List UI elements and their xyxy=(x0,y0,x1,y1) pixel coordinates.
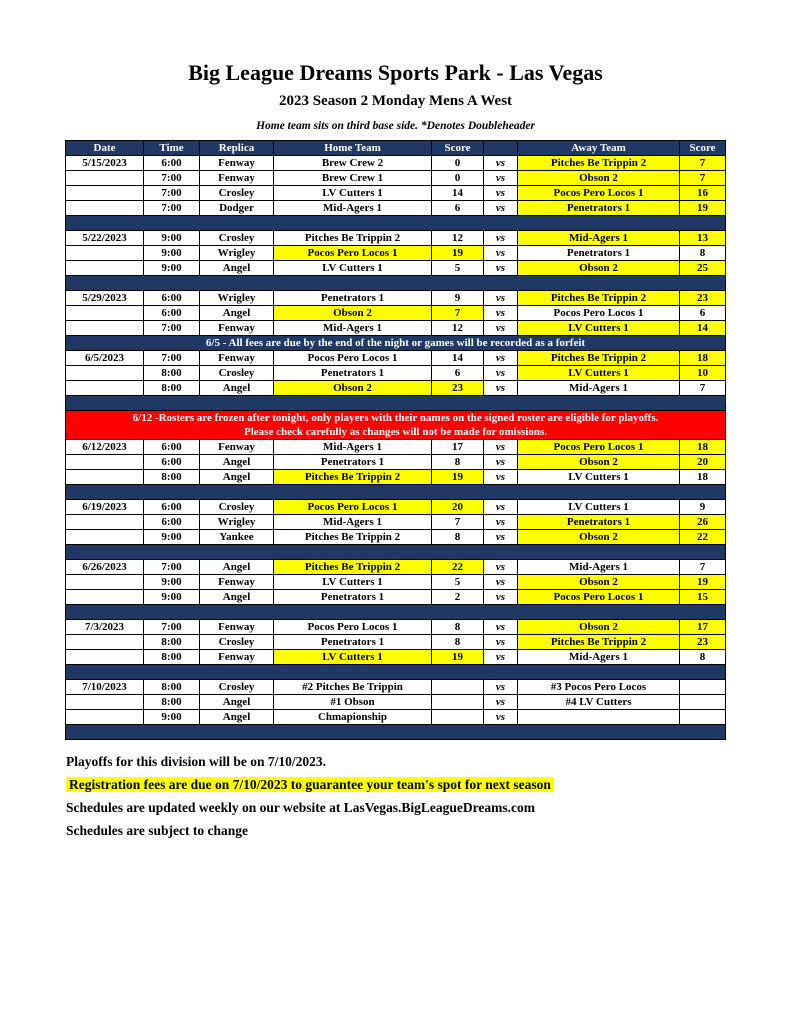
notice-line: 6/5 - All fees are due by the end of the night or games will be recorded as a forfeit xyxy=(205,337,586,349)
separator-band xyxy=(66,485,726,500)
home-team-note: Home team sits on third base side. *Denotes Doubleheader xyxy=(256,120,535,132)
vs-cell: vs xyxy=(484,515,518,530)
separator-band xyxy=(66,665,726,680)
separator-row xyxy=(66,485,726,500)
date-cell: 6/12/2023 xyxy=(66,440,144,455)
separator-band xyxy=(66,725,726,740)
notice-text xyxy=(66,411,726,440)
home-score-cell: 9 xyxy=(432,291,484,306)
away-score-cell: 14 xyxy=(680,321,726,336)
away-score-cell xyxy=(680,695,726,710)
date-cell xyxy=(66,171,144,186)
date-cell xyxy=(66,470,144,485)
time-cell: 8:00 xyxy=(144,470,200,485)
home-score-cell: 22 xyxy=(432,560,484,575)
home-score-cell: 6 xyxy=(432,366,484,381)
game-row xyxy=(66,620,726,635)
home-team-cell: Pocos Pero Locos 1 xyxy=(274,620,432,635)
time-cell: 6:00 xyxy=(144,156,200,171)
replica-cell: Fenway xyxy=(200,440,274,455)
home-team-cell: Mid-Agers 1 xyxy=(274,321,432,336)
vs-cell: vs xyxy=(484,575,518,590)
separator-row xyxy=(66,276,726,291)
home-team-cell: Brew Crew 1 xyxy=(274,171,432,186)
away-team-cell: Obson 2 xyxy=(518,455,680,470)
home-score-cell: 19 xyxy=(432,470,484,485)
replica-cell: Yankee xyxy=(200,530,274,545)
home-score-cell: 19 xyxy=(432,650,484,665)
time-cell: 9:00 xyxy=(144,261,200,276)
away-team-cell: Obson 2 xyxy=(518,171,680,186)
time-cell: 6:00 xyxy=(144,500,200,515)
website-note: Schedules are updated weekly on our website at LasVegas.BigLeagueDreams.com xyxy=(66,800,536,815)
home-team-cell: Mid-Agers 1 xyxy=(274,201,432,216)
date-cell: 6/26/2023 xyxy=(66,560,144,575)
home-score-cell xyxy=(432,710,484,725)
home-team-cell: LV Cutters 1 xyxy=(274,650,432,665)
vs-cell: vs xyxy=(484,635,518,650)
home-score-cell: 5 xyxy=(432,575,484,590)
date-cell xyxy=(66,366,144,381)
date-cell xyxy=(66,306,144,321)
home-score-cell: 7 xyxy=(432,515,484,530)
home-team-cell: Pocos Pero Locos 1 xyxy=(274,500,432,515)
game-row xyxy=(66,171,726,186)
date-cell xyxy=(66,635,144,650)
registration-note: Registration fees are due on 7/10/2023 to guarantee your team's spot for next season xyxy=(66,777,554,792)
game-row xyxy=(66,650,726,665)
replica-cell: Crosley xyxy=(200,366,274,381)
time-cell: 6:00 xyxy=(144,291,200,306)
time-cell: 6:00 xyxy=(144,440,200,455)
vs-cell: vs xyxy=(484,560,518,575)
separator-band xyxy=(66,216,726,231)
replica-cell: Crosley xyxy=(200,635,274,650)
away-team-cell: Pocos Pero Locos 1 xyxy=(518,590,680,605)
date-cell: 6/5/2023 xyxy=(66,351,144,366)
replica-cell: Angel xyxy=(200,455,274,470)
replica-cell: Angel xyxy=(200,710,274,725)
home-score-cell: 7 xyxy=(432,306,484,321)
home-score-cell: 8 xyxy=(432,620,484,635)
game-row xyxy=(66,231,726,246)
away-score-cell: 7 xyxy=(680,560,726,575)
home-team-cell: Brew Crew 2 xyxy=(274,156,432,171)
time-cell: 7:00 xyxy=(144,186,200,201)
home-team-cell: Penetrators 1 xyxy=(274,590,432,605)
vs-cell: vs xyxy=(484,710,518,725)
vs-cell: vs xyxy=(484,321,518,336)
separator-band xyxy=(66,545,726,560)
away-score-cell: 20 xyxy=(680,455,726,470)
date-cell xyxy=(66,246,144,261)
away-team-cell: Obson 2 xyxy=(518,620,680,635)
home-score-cell: 23 xyxy=(432,381,484,396)
away-score-cell: 23 xyxy=(680,635,726,650)
date-cell xyxy=(66,710,144,725)
home-team-cell: Obson 2 xyxy=(274,381,432,396)
replica-cell: Angel xyxy=(200,261,274,276)
game-row xyxy=(66,560,726,575)
separator-row xyxy=(66,396,726,411)
time-cell: 7:00 xyxy=(144,171,200,186)
away-team-cell: Mid-Agers 1 xyxy=(518,650,680,665)
replica-cell: Fenway xyxy=(200,351,274,366)
replica-cell: Angel xyxy=(200,590,274,605)
date-cell xyxy=(66,381,144,396)
vs-cell: vs xyxy=(484,440,518,455)
separator-band xyxy=(66,276,726,291)
col-header-home-score: Score xyxy=(432,141,484,156)
replica-cell: Wrigley xyxy=(200,515,274,530)
home-team-cell: #1 Obson xyxy=(274,695,432,710)
separator-band xyxy=(66,605,726,620)
away-team-cell: LV Cutters 1 xyxy=(518,321,680,336)
date-cell: 5/15/2023 xyxy=(66,156,144,171)
game-row xyxy=(66,500,726,515)
vs-cell: vs xyxy=(484,695,518,710)
header-row xyxy=(66,141,726,156)
separator-row xyxy=(66,665,726,680)
page-title: Big League Dreams Sports Park - Las Vegas xyxy=(188,60,603,85)
away-score-cell: 25 xyxy=(680,261,726,276)
notice-row-red xyxy=(66,411,726,440)
away-team-cell: Pocos Pero Locos 1 xyxy=(518,440,680,455)
away-score-cell: 18 xyxy=(680,351,726,366)
game-row xyxy=(66,261,726,276)
col-header-away-team: Away Team xyxy=(518,141,680,156)
home-team-cell: LV Cutters 1 xyxy=(274,575,432,590)
home-score-cell: 8 xyxy=(432,455,484,470)
col-header-date: Date xyxy=(66,141,144,156)
page-subtitle: 2023 Season 2 Monday Mens A West xyxy=(278,93,513,109)
away-score-cell: 19 xyxy=(680,575,726,590)
vs-cell: vs xyxy=(484,231,518,246)
replica-cell: Crosley xyxy=(200,500,274,515)
away-team-cell: Pitches Be Trippin 2 xyxy=(518,156,680,171)
home-score-cell: 12 xyxy=(432,231,484,246)
game-row xyxy=(66,635,726,650)
away-score-cell: 19 xyxy=(680,201,726,216)
date-cell: 7/3/2023 xyxy=(66,620,144,635)
home-team-cell: Pocos Pero Locos 1 xyxy=(274,246,432,261)
vs-cell: vs xyxy=(484,171,518,186)
home-team-cell: Mid-Agers 1 xyxy=(274,515,432,530)
vs-cell: vs xyxy=(484,500,518,515)
away-score-cell: 15 xyxy=(680,590,726,605)
col-header-time: Time xyxy=(144,141,200,156)
replica-cell: Angel xyxy=(200,470,274,485)
vs-cell: vs xyxy=(484,306,518,321)
time-cell: 8:00 xyxy=(144,366,200,381)
away-score-cell: 10 xyxy=(680,366,726,381)
away-score-cell xyxy=(680,710,726,725)
away-team-cell: LV Cutters 1 xyxy=(518,366,680,381)
away-score-cell: 7 xyxy=(680,156,726,171)
date-cell: 5/29/2023 xyxy=(66,291,144,306)
footer-notes xyxy=(66,754,791,839)
game-row xyxy=(66,246,726,261)
vs-cell: vs xyxy=(484,620,518,635)
replica-cell: Angel xyxy=(200,306,274,321)
separator-row xyxy=(66,216,726,231)
time-cell: 8:00 xyxy=(144,635,200,650)
away-team-cell: Penetrators 1 xyxy=(518,246,680,261)
notice-line: 6/12 -Rosters are frozen after tonight, only players with their names on the signed roster are eligible for playoffs. xyxy=(132,412,659,424)
home-score-cell: 14 xyxy=(432,186,484,201)
replica-cell: Angel xyxy=(200,560,274,575)
col-header-vs xyxy=(484,141,518,156)
away-team-cell: Mid-Agers 1 xyxy=(518,231,680,246)
separator-band xyxy=(66,396,726,411)
home-team-cell: LV Cutters 1 xyxy=(274,261,432,276)
date-cell xyxy=(66,455,144,470)
away-score-cell: 9 xyxy=(680,500,726,515)
away-team-cell: Penetrators 1 xyxy=(518,201,680,216)
replica-cell: Fenway xyxy=(200,620,274,635)
replica-cell: Angel xyxy=(200,695,274,710)
date-cell xyxy=(66,261,144,276)
away-team-cell: Pitches Be Trippin 2 xyxy=(518,351,680,366)
time-cell: 9:00 xyxy=(144,575,200,590)
away-score-cell: 6 xyxy=(680,306,726,321)
replica-cell: Fenway xyxy=(200,650,274,665)
vs-cell: vs xyxy=(484,381,518,396)
time-cell: 6:00 xyxy=(144,455,200,470)
home-team-cell: #2 Pitches Be Trippin xyxy=(274,680,432,695)
away-team-cell: Pocos Pero Locos 1 xyxy=(518,186,680,201)
time-cell: 9:00 xyxy=(144,530,200,545)
notice-row-blue xyxy=(66,336,726,351)
home-team-cell: Pitches Be Trippin 2 xyxy=(274,231,432,246)
replica-cell: Fenway xyxy=(200,321,274,336)
home-score-cell: 0 xyxy=(432,171,484,186)
time-cell: 8:00 xyxy=(144,650,200,665)
vs-cell: vs xyxy=(484,201,518,216)
game-row xyxy=(66,186,726,201)
home-team-cell: Penetrators 1 xyxy=(274,455,432,470)
home-score-cell: 19 xyxy=(432,246,484,261)
away-score-cell: 8 xyxy=(680,650,726,665)
home-score-cell: 2 xyxy=(432,590,484,605)
vs-cell: vs xyxy=(484,186,518,201)
vs-cell: vs xyxy=(484,246,518,261)
col-header-away-score: Score xyxy=(680,141,726,156)
time-cell: 8:00 xyxy=(144,695,200,710)
game-row xyxy=(66,470,726,485)
time-cell: 6:00 xyxy=(144,306,200,321)
game-row xyxy=(66,695,726,710)
home-score-cell: 12 xyxy=(432,321,484,336)
game-row xyxy=(66,575,726,590)
date-cell xyxy=(66,650,144,665)
home-score-cell: 6 xyxy=(432,201,484,216)
away-team-cell: Pitches Be Trippin 2 xyxy=(518,635,680,650)
time-cell: 6:00 xyxy=(144,515,200,530)
game-row xyxy=(66,381,726,396)
vs-cell: vs xyxy=(484,351,518,366)
vs-cell: vs xyxy=(484,156,518,171)
separator-row xyxy=(66,545,726,560)
home-score-cell: 8 xyxy=(432,635,484,650)
away-score-cell: 7 xyxy=(680,381,726,396)
vs-cell: vs xyxy=(484,291,518,306)
away-team-cell: LV Cutters 1 xyxy=(518,500,680,515)
time-cell: 7:00 xyxy=(144,351,200,366)
game-row xyxy=(66,201,726,216)
away-score-cell: 26 xyxy=(680,515,726,530)
home-score-cell: 0 xyxy=(432,156,484,171)
game-row xyxy=(66,306,726,321)
replica-cell: Fenway xyxy=(200,575,274,590)
home-team-cell: LV Cutters 1 xyxy=(274,186,432,201)
game-row xyxy=(66,680,726,695)
home-score-cell: 17 xyxy=(432,440,484,455)
home-team-cell: Pitches Be Trippin 2 xyxy=(274,560,432,575)
away-score-cell xyxy=(680,680,726,695)
game-row xyxy=(66,710,726,725)
home-team-cell: Pitches Be Trippin 2 xyxy=(274,530,432,545)
separator-row xyxy=(66,605,726,620)
game-row xyxy=(66,291,726,306)
home-score-cell xyxy=(432,680,484,695)
away-score-cell: 8 xyxy=(680,246,726,261)
game-row xyxy=(66,530,726,545)
game-row xyxy=(66,515,726,530)
subject-to-change-note: Schedules are subject to change xyxy=(66,823,248,838)
date-cell xyxy=(66,201,144,216)
time-cell: 9:00 xyxy=(144,590,200,605)
home-score-cell xyxy=(432,695,484,710)
date-cell xyxy=(66,186,144,201)
game-row xyxy=(66,590,726,605)
time-cell: 8:00 xyxy=(144,680,200,695)
schedule-table xyxy=(65,140,726,740)
away-score-cell: 16 xyxy=(680,186,726,201)
home-team-cell: Obson 2 xyxy=(274,306,432,321)
away-team-cell: #4 LV Cutters xyxy=(518,695,680,710)
away-team-cell: Mid-Agers 1 xyxy=(518,560,680,575)
away-team-cell: Pocos Pero Locos 1 xyxy=(518,306,680,321)
vs-cell: vs xyxy=(484,530,518,545)
replica-cell: Fenway xyxy=(200,156,274,171)
away-score-cell: 17 xyxy=(680,620,726,635)
vs-cell: vs xyxy=(484,470,518,485)
replica-cell: Crosley xyxy=(200,186,274,201)
date-cell xyxy=(66,515,144,530)
home-team-cell: Pocos Pero Locos 1 xyxy=(274,351,432,366)
away-team-cell: #3 Pocos Pero Locos xyxy=(518,680,680,695)
away-score-cell: 13 xyxy=(680,231,726,246)
playoffs-note: Playoffs for this division will be on 7/10/2023. xyxy=(66,754,327,769)
replica-cell: Crosley xyxy=(200,680,274,695)
col-header-replica: Replica xyxy=(200,141,274,156)
home-team-cell: Pitches Be Trippin 2 xyxy=(274,470,432,485)
replica-cell: Dodger xyxy=(200,201,274,216)
date-cell: 6/19/2023 xyxy=(66,500,144,515)
time-cell: 8:00 xyxy=(144,381,200,396)
vs-cell: vs xyxy=(484,680,518,695)
home-team-cell: Mid-Agers 1 xyxy=(274,440,432,455)
vs-cell: vs xyxy=(484,261,518,276)
away-team-cell: Mid-Agers 1 xyxy=(518,381,680,396)
replica-cell: Wrigley xyxy=(200,291,274,306)
game-row xyxy=(66,321,726,336)
home-team-cell: Penetrators 1 xyxy=(274,291,432,306)
date-cell: 5/22/2023 xyxy=(66,231,144,246)
away-team-cell: Pitches Be Trippin 2 xyxy=(518,291,680,306)
home-score-cell: 20 xyxy=(432,500,484,515)
notice-line: Please check carefully as changes will not be made for omissions. xyxy=(244,426,547,438)
notice-text xyxy=(66,336,726,351)
time-cell: 9:00 xyxy=(144,710,200,725)
away-team-cell: Obson 2 xyxy=(518,530,680,545)
time-cell: 7:00 xyxy=(144,560,200,575)
replica-cell: Angel xyxy=(200,381,274,396)
replica-cell: Crosley xyxy=(200,231,274,246)
date-cell xyxy=(66,575,144,590)
away-score-cell: 18 xyxy=(680,440,726,455)
away-team-cell: Obson 2 xyxy=(518,575,680,590)
game-row xyxy=(66,440,726,455)
game-row xyxy=(66,366,726,381)
game-row xyxy=(66,351,726,366)
vs-cell: vs xyxy=(484,650,518,665)
vs-cell: vs xyxy=(484,590,518,605)
away-team-cell: LV Cutters 1 xyxy=(518,470,680,485)
time-cell: 7:00 xyxy=(144,201,200,216)
away-team-cell: Obson 2 xyxy=(518,261,680,276)
date-cell xyxy=(66,695,144,710)
home-score-cell: 14 xyxy=(432,351,484,366)
vs-cell: vs xyxy=(484,366,518,381)
home-score-cell: 8 xyxy=(432,530,484,545)
date-cell xyxy=(66,530,144,545)
time-cell: 9:00 xyxy=(144,246,200,261)
game-row xyxy=(66,156,726,171)
vs-cell: vs xyxy=(484,455,518,470)
replica-cell: Fenway xyxy=(200,171,274,186)
replica-cell: Wrigley xyxy=(200,246,274,261)
date-cell xyxy=(66,590,144,605)
home-team-cell: Penetrators 1 xyxy=(274,366,432,381)
away-score-cell: 23 xyxy=(680,291,726,306)
date-cell xyxy=(66,321,144,336)
home-team-cell: Penetrators 1 xyxy=(274,635,432,650)
time-cell: 7:00 xyxy=(144,620,200,635)
home-team-cell: Chmapionship xyxy=(274,710,432,725)
away-score-cell: 18 xyxy=(680,470,726,485)
home-score-cell: 5 xyxy=(432,261,484,276)
away-team-cell: Penetrators 1 xyxy=(518,515,680,530)
time-cell: 9:00 xyxy=(144,231,200,246)
separator-row xyxy=(66,725,726,740)
away-score-cell: 7 xyxy=(680,171,726,186)
schedule-body xyxy=(66,156,726,740)
time-cell: 7:00 xyxy=(144,321,200,336)
away-team-cell xyxy=(518,710,680,725)
date-cell: 7/10/2023 xyxy=(66,680,144,695)
game-row xyxy=(66,455,726,470)
col-header-home-team: Home Team xyxy=(274,141,432,156)
away-score-cell: 22 xyxy=(680,530,726,545)
